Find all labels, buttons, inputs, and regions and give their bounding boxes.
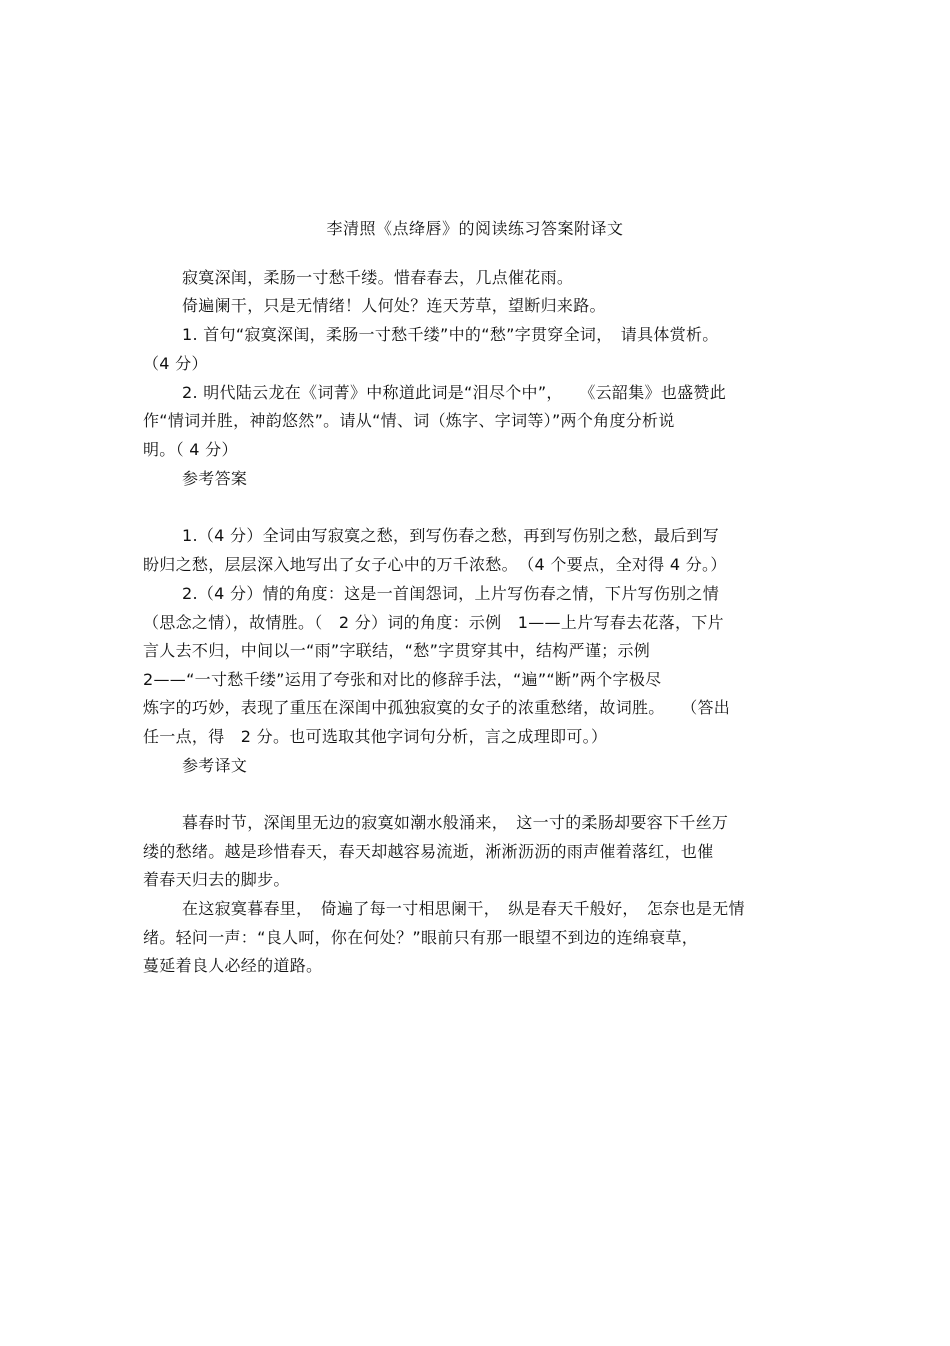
question-line: 2. 明代陆云龙在《词菁》中称道此词是“泪尽个中”， 《云韶集》也盛赞此 — [182, 383, 727, 402]
question-line: （4 分） — [143, 354, 208, 373]
question-line: 作“情词并胜，神韵悠然”。请从“情、词（炼字、字词等）”两个角度分析说 — [143, 411, 675, 430]
translation-line: 蔓延着良人必经的道路。 — [143, 956, 323, 975]
answer-line: 炼字的巧妙，表现了重压在深闺中孤独寂寞的女子的浓重愁绪，故词胜。 （答出 — [143, 698, 731, 717]
answer-line: 言人去不归，中间以一“雨”字联结，“愁”字贯穿其中，结构严谨；示例 — [143, 641, 651, 660]
translation-heading: 参考译文 — [182, 756, 248, 775]
translation-line: 绪。轻问一声：“良人呵，你在何处？”眼前只有那一眼望不到边的连绵衰草， — [143, 928, 699, 947]
answer-line: 2——“一寸愁千缕”运用了夸张和对比的修辞手法，“遍”“断”两个字极尽 — [143, 670, 662, 689]
translation-line: 缕的愁绪。越是珍惜春天，春天却越容易流逝，淅淅沥沥的雨声催着落红，也催 — [143, 842, 714, 861]
answer-line: 盼归之愁，层层深入地写出了女子心中的万千浓愁。 （4 个要点，全对得 4 分。） — [143, 555, 727, 574]
poem-line: 倚遍阑干，只是无情绪！人何处？连天芳草，望断归来路。 — [182, 296, 606, 315]
poem-line: 寂寞深闺，柔肠一寸愁千缕。惜春春去，几点催花雨。 — [182, 268, 574, 287]
document-title: 李清照《点绛唇》的阅读练习答案附译文 — [326, 219, 624, 238]
answer-line: （思念之情），故情胜。（ 2 分）词的角度：示例 1——上片写春去花落，下片 — [143, 613, 724, 632]
translation-line: 着春天归去的脚步。 — [143, 870, 290, 889]
answer-line: 2.（4 分）情的角度：这是一首闺怨词，上片写伤春之情，下片写伤别之情 — [182, 584, 720, 603]
question-line: 明。（ 4 分） — [143, 440, 238, 459]
translation-line: 暮春时节，深闺里无边的寂寞如潮水般涌来， 这一寸的柔肠却要容下千丝万 — [182, 813, 729, 832]
answer-line: 任一点，得 2 分。也可选取其他字词句分析，言之成理即可。） — [143, 727, 608, 746]
translation-line: 在这寂寞暮春里， 倚遍了每一寸相思阑干， 纵是春天千般好， 怎奈也是无情 — [182, 899, 745, 918]
question-line: 1. 首句“寂寞深闺，柔肠一寸愁千缕”中的“愁”字贯穿全词， 请具体赏析。 — [182, 325, 719, 344]
answer-line: 1.（4 分）全词由写寂寞之愁，到写伤春之愁，再到写伤别之愁，最后到写 — [182, 526, 720, 545]
answer-heading: 参考答案 — [182, 469, 248, 488]
